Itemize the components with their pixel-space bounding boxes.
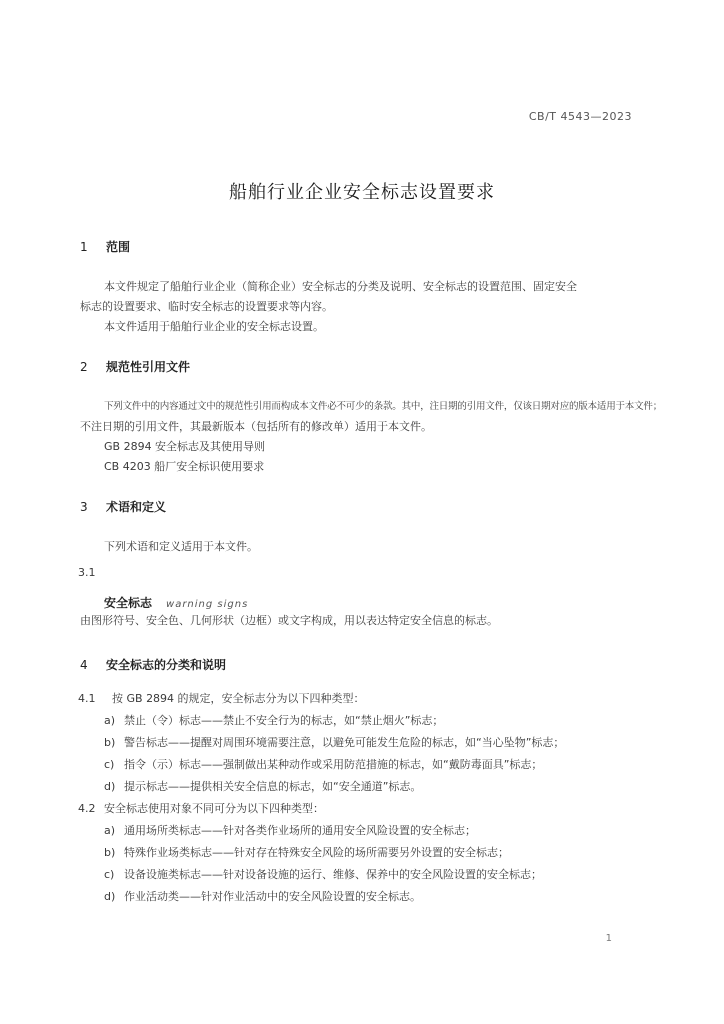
clause-4-2 (78, 800, 324, 816)
section-1-para-2: 本文件适用于船舶行业企业的安全标志设置。 (104, 320, 324, 333)
list-item (104, 712, 443, 728)
list-item-label: b) (104, 736, 116, 749)
list-item-text: 提示标志——提供相关安全信息的标志，如“安全通道”标志。 (124, 780, 422, 793)
section-2-title: 规范性引用文件 (106, 360, 191, 374)
list-item-label: c) (104, 758, 115, 771)
section-3-title: 术语和定义 (106, 500, 167, 514)
list-item-label: d) (104, 890, 116, 903)
list-item-label: d) (104, 780, 116, 793)
section-4-title: 安全标志的分类和说明 (106, 658, 227, 672)
section-2-number: 2 (80, 360, 88, 374)
section-1-para-1b: 标志的设置要求、临时安全标志的设置要求等内容。 (80, 300, 333, 313)
list-item (104, 778, 421, 794)
section-1-number: 1 (80, 240, 88, 254)
section-3-heading (80, 498, 166, 515)
page-number: 1 (605, 933, 612, 944)
section-2-para-1b: 不注日期的引用文件，其最新版本（包括所有的修改单）适用于本文件。 (80, 420, 432, 433)
list-item-text: 警告标志——提醒对周围环境需要注意，以避免可能发生危险的标志，如“当心坠物”标志； (124, 736, 565, 749)
list-item-text: 禁止（令）标志——禁止不安全行为的标志，如“禁止烟火”标志； (124, 714, 444, 727)
list-item (104, 844, 509, 860)
reference-gb2894: GB 2894 安全标志及其使用导则 (104, 440, 266, 453)
section-2-para-1a: 下列文件中的内容通过文中的规范性引用而构成本文件必不可少的条款。其中，注日期的引用文件，仅该日期对应的版本适用于本文件； (104, 401, 663, 412)
list-item (104, 822, 476, 838)
term-chinese: 安全标志 (104, 596, 153, 610)
list-item-text: 设备设施类标志——针对设备设施的运行、维修、保养中的安全风险设置的安全标志； (124, 868, 542, 881)
list-item (104, 734, 564, 750)
section-2-heading (80, 358, 190, 375)
clause-4-2-text: 安全标志使用对象不同可分为以下四种类型： (104, 802, 324, 815)
section-4-heading (80, 656, 226, 673)
section-3-para-1: 下列术语和定义适用于本文件。 (104, 540, 258, 553)
clause-4-1 (78, 690, 365, 706)
clause-4-2-number: 4.2 (78, 802, 96, 815)
list-item (104, 888, 421, 904)
clause-3-1-number: 3.1 (78, 566, 96, 579)
list-item-text: 特殊作业场类标志——针对存在特殊安全风险的场所需要另外设置的安全标志； (124, 846, 509, 859)
term-english: warning signs (166, 599, 249, 610)
document-title: 船舶行业企业安全标志设置要求 (229, 182, 495, 203)
standard-number: CB/T 4543—2023 (528, 110, 632, 123)
reference-cb4203: CB 4203 船厂安全标识使用要求 (104, 460, 265, 473)
list-item (104, 756, 542, 772)
list-item-text: 通用场所类标志——针对各类作业场所的通用安全风险设置的安全标志； (124, 824, 476, 837)
section-3-number: 3 (80, 500, 88, 514)
section-4-number: 4 (80, 658, 88, 672)
section-1-heading (80, 238, 130, 255)
list-item-label: a) (104, 824, 116, 837)
clause-4-1-text: 按 GB 2894 的规定，安全标志分为以下四种类型： (112, 692, 365, 705)
section-1-para-1a: 本文件规定了船舶行业企业（简称企业）安全标志的分类及说明、安全标志的设置范围、固定安全 (104, 280, 577, 293)
list-item-text: 作业活动类——针对作业活动中的安全风险设置的安全标志。 (124, 890, 421, 903)
term-definition: 由图形符号、安全色、几何形状（边框）或文字构成，用以表达特定安全信息的标志。 (80, 614, 498, 627)
list-item-text: 指令（示）标志——强制做出某种动作或采用防范措施的标志，如“戴防毒面具”标志； (124, 758, 543, 771)
list-item-label: a) (104, 714, 116, 727)
term-entry (104, 592, 248, 611)
list-item-label: b) (104, 846, 116, 859)
list-item-label: c) (104, 868, 115, 881)
list-item (104, 866, 542, 882)
section-1-title: 范围 (106, 240, 131, 254)
clause-4-1-number: 4.1 (78, 692, 96, 705)
